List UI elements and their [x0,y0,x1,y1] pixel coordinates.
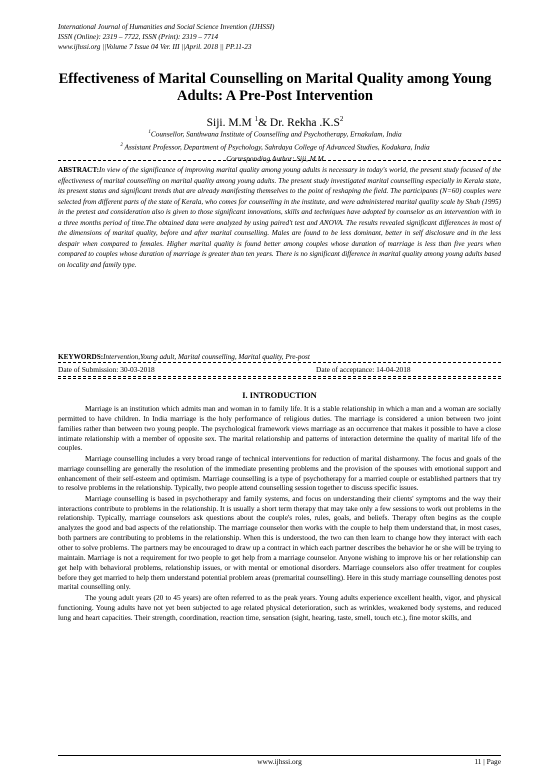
date-of-submission: Date of Submission: 30-03-2018 [58,365,155,374]
footer-rule [58,755,501,756]
introduction-body [58,404,501,623]
corresponding-author: Corresponding Author: Siji, M.M [226,153,324,163]
affiliation-2-text: Assistant Professor, Department of Psychology, Sahrdaya College of Advanced Studies, Kodakara, India [124,142,430,152]
journal-issue-info: www.ijhssi.org ||Volume 7 Issue 04 Ver. III ||April. 2018 || PP.11-23 [58,43,252,51]
paper-title: Effectiveness of Marital Counselling on Marital Quality among Young Adults: A Pre-Post Intervention [58,71,492,104]
abstract [58,165,501,270]
affiliation-2 [40,140,510,153]
journal-issn: ISSN (Online): 2319 – 7722, ISSN (Print): 2319 – 7714 [58,33,219,41]
affiliation-1-text: Counsellor, Santhwana Institute of Counselling and Psychotherapy, Ernakulam, India [150,129,402,139]
affiliation-2-sup: 2 [120,142,123,148]
affiliation-1 [40,127,510,140]
paragraph-1: Marriage is an institution which admits man and woman in to family life. It is a stable relationship in which a man and a woman are socially permitted to have children. In India marriage is the holy performance of religious duties. The marriage is considered a union between two joint families rather than between two young people. The psychological framework views marriage as an occurrence that makes it possible to have a close intimate relationship with a member of opposite sex. The marital relationship and patterns of interaction determine the quality of marital life of the couples. [58,404,501,453]
author-1-sup: 1 [254,115,259,123]
author-2-sup: 2 [339,115,344,123]
footer-website: www.ijhssi.org [257,757,302,766]
paragraph-2: Marriage counselling includes a very broad range of technical interventions for reduction of marital disharmony. The focus and goals of the marriage counselling are generally the resolution of the immediate presenting problems and the provision of the spouses with emotional support and enhancement of their self-esteem and optimism. Marriage counselling is a type of psychotherapy for a married couple or established partners that try to resolve problems in the relationship. Typically, two people attend counselling session together to discuss specific issues. [58,453,501,493]
abstract-text: In view of the significance of improving marital quality among young adults is necessary in today's world, the present study focused of the effectiveness of marital counselling on marital quality among young adults. The present study investigated marital counselling especially in Kerala state, its present status and significant trends that are already manifesting themselves to the point of reshaping the field. The participants (N=60) couples were selected from different parts of the state of Kerala, who comes for counselling in the institute, and were administered marital quality scale by Shah (1995) in the pretest and consideration also is given to those significant innovations, skills and techniques have adopted by counselor as an intervention with in a three months period of time.The obtained data were analyzed by using paired't test and ANOVA. The results revealed significant differences in most of the dimensions of marital quality, before and after marital counselling. Males are found to be less dominant, better in self disclosure and in the less despair when compared to females. Higher marital quality is found better among couples whose duration of marriage is less than five years when compared to couples whose duration of marriage is greater than ten years. There is no significant difference in marital quality among young adults based on locality and family type. [58,166,501,269]
journal-name: International Journal of Humanities and Social Science Invention (IJHSSI) [58,23,275,31]
keywords-text: Intervention,Young adult, Marital counselling, Marital quality, Pre-post [103,353,310,361]
rule-below-dates-2 [58,378,501,379]
paragraph-4: The young adult years (20 to 45 years) are often referred to as the peak years. Young adults experience excellent health, vigor, and physical functioning. Young adults have not yet been subjected to age related physical deterioration, such as wrinkles, weakened body systems, and reduced lung and heart capacities. Their strength, coordination, reaction time, sensation (sight, hearing, taste, smell, touch etc.), fine motor skills, and [58,592,501,622]
page-number: 11 | Page [474,757,501,766]
keywords [58,352,501,362]
affiliation-1-sup: 1 [148,130,151,135]
date-of-acceptance: Date of acceptance: 14-04-2018 [316,365,411,374]
author-1: Siji. M.M [206,116,255,129]
submission-dates [58,365,501,375]
journal-header [58,22,498,52]
section-heading-introduction: I. INTRODUCTION [242,391,317,400]
author-2: & Dr. Rekha .K.S [258,116,340,129]
rule-above-dates [58,362,501,363]
rule-top-abstract [58,160,501,161]
affiliations [40,127,510,164]
keywords-label: KEYWORDS: [58,353,104,361]
abstract-label: ABSTRACT: [58,166,100,174]
rule-below-dates [58,376,501,377]
paragraph-3: Marriage counselling is based in psychotherapy and family systems, and focus on understanding their clients' symptoms and the way their interactions contribute to problems in the relationship. It is usually a short term therapy that may take only a few sessions to work out problems in the relationship. Typically, marriage counselors ask questions about the couple's roles, rules, goals, and beliefs. Therapy often begins as the couple analyzes the good and bad aspects of the relationship. The marriage counselor then works with the couple to help them understand that, in most cases, both partners are contributing to problems in the relationship. When this is understood, the two can then learn to change how they interact with each other to solve problems. The partners may be encouraged to draw up a contract in which each partner describes the behavior he or she will be trying to maintain. Marriage is not a requirement for two people to get help from a marriage counselor. Anyone wishing to improve his or her relationship can get help with behavioral problems, relationship issues, or with mental or emotional disorders. Marriage counselors also offer treatment for couples before they get married to help them understand potential problem areas (premarital counselling). Here in this study marriage counselling denotes post marital counselling only. [58,493,501,592]
